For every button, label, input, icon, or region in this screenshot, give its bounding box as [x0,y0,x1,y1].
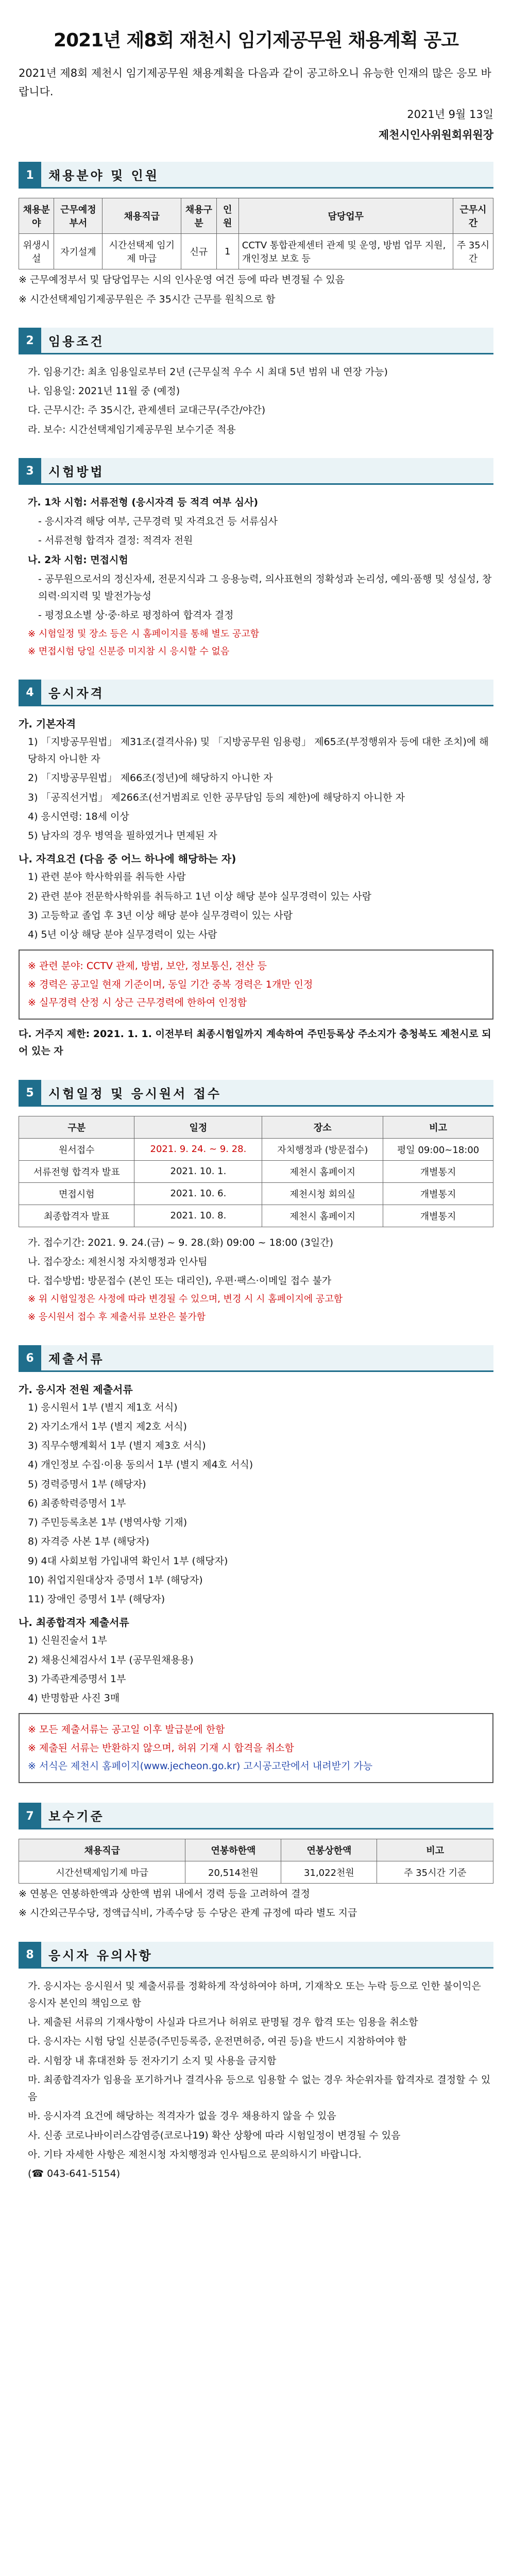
section-title: 시험방법 [41,458,493,485]
contact-phone: (☎ 043-641-5154) [28,2168,121,2179]
list-item: 1) 「지방공무원법」 제31조(결격사유) 및 「지방공무원 임용령」 제65조(부정행위자 등에 대한 조치)에 해당하지 아니한 자 [28,736,489,765]
table-cell: 2021. 10. 1. [134,1160,262,1182]
table-row [19,234,493,269]
note: ※ 위 시험일정은 사정에 따라 변경될 수 있으며, 변경 시 시 홈페이지에 공고함 [28,1294,343,1305]
list-item: - 서류전형 합격자 결정: 적격자 전원 [38,535,193,547]
list-item: 3) 「공직선거법」 제266조(선거범죄로 인한 공무담임 등의 제한)에 해당하지 아니한 자 [28,791,405,803]
table-header: 비고 [377,1839,493,1861]
list-item: 4) 반명함판 사진 3매 [28,1692,120,1704]
section-recruit [19,162,493,189]
table-header: 담당업무 [238,198,453,234]
list-item: 나. 2차 시험: 면접시험 [28,554,128,566]
table-cell: 원서접수 [19,1138,134,1160]
announce-date: 2021년 9월 13일 [407,108,493,121]
table-cell: 자기설계 [54,234,103,269]
section-cautions [19,1942,493,1969]
section-schedule [19,1080,493,1107]
section-title: 보수기준 [41,1803,493,1829]
subheading: 가. 응시자 전원 제출서류 [19,1383,133,1396]
list-item: 라. 보수: 시간선택제임기제공무원 보수기준 적용 [28,423,236,435]
note: ※ 경력은 공고일 현재 기준이며, 동일 기간 중복 경력은 1개만 인정 [28,978,313,990]
list-item: 나. 임용일: 2021년 11월 중 (예정) [28,385,180,397]
list-item: 다. 접수방법: 방문접수 (본인 또는 대리인), 우편·팩스·이메일 접수 불가 [28,1275,332,1287]
section-number: 1 [19,162,41,189]
table-cell: 개별통지 [383,1182,493,1205]
table-header: 구분 [19,1116,134,1138]
list-item: 4) 5년 이상 해당 분야 실무경력이 있는 사람 [28,929,217,941]
table-cell: 최종합격자 발표 [19,1205,134,1227]
section-title: 임용조건 [41,328,493,354]
note: ※ 제출된 서류는 반환하지 않으며, 허위 기재 시 합격을 취소함 [28,1742,294,1754]
note: ※ 실무경력 산정 시 상근 근무경력에 한하여 인정함 [28,996,247,1008]
table-cell: 31,022천원 [281,1861,377,1884]
list-item: 라. 시험장 내 휴대전화 등 전자기기 소지 및 사용을 금지함 [28,2055,277,2066]
note: ※ 시간외근무수당, 정액급식비, 가족수당 등 수당은 관계 규정에 따라 별도 지급 [19,1907,357,1919]
issuing-org: 제천시인사위원회위원장 [378,129,493,142]
list-item: 1) 관련 분야 학사학위를 취득한 사람 [28,871,186,883]
table-header: 근무시간 [453,198,493,234]
subheading: 가. 기본자격 [19,717,76,730]
table-header-row [19,198,493,234]
table-row [19,1160,493,1182]
note: ※ 관련 분야: CCTV 관제, 방범, 보안, 정보통신, 전산 등 [28,960,267,972]
note: ※ 연봉은 연봉하한액과 상한액 범위 내에서 경력 등을 고려하여 결정 [19,1888,310,1900]
recruit-table [19,198,493,269]
section-exam [19,458,493,485]
table-cell: 자치행정과 (방문접수) [262,1138,383,1160]
table-cell: 시간선택제임기제 마급 [19,1861,185,1884]
section-title: 채용분야 및 인원 [41,162,493,189]
section-number: 4 [19,680,41,706]
list-item: 가. 접수기간: 2021. 9. 24.(금) ~ 9. 28.(화) 09:00 ~ 18:00 (3일간) [28,1236,334,1248]
list-item: 9) 4대 사회보험 가입내역 확인서 1부 (해당자) [28,1555,228,1567]
list-item: 7) 주민등록초본 1부 (병역사항 기재) [28,1517,187,1528]
list-item: 8) 자격증 사본 1부 (해당자) [28,1536,149,1548]
notice-box [19,950,493,1020]
table-row [19,1182,493,1205]
list-item: 바. 응시자격 요건에 해당하는 적격자가 없을 경우 채용하지 않을 수 있음 [28,2110,336,2122]
section-eligibility [19,680,493,706]
list-item: 가. 임용기간: 최초 임용일로부터 2년 (근무실적 우수 시 최대 5년 범위 내 연장 가능) [28,366,388,378]
list-item: 다. 응시자는 시험 당일 신분증(주민등록증, 운전면허증, 여권 등)을 반드시 지참하여야 함 [28,2036,407,2047]
table-header: 일정 [134,1116,262,1138]
list-item: 아. 기타 자세한 사항은 제천시청 자치행정과 인사팀으로 문의하시기 바랍니다. [28,2148,362,2160]
table-cell: 서류전형 합격자 발표 [19,1160,134,1182]
table-header: 채용구분 [181,198,216,234]
salary-table [19,1839,493,1884]
section-title: 시험일정 및 응시원서 접수 [41,1080,493,1107]
table-row [19,1861,493,1884]
note: ※ 시험일정 및 장소 등은 시 홈페이지를 통해 별도 공고함 [28,628,260,639]
table-cell: 주 35시간 [453,234,493,269]
table-cell: 시간선택제 임기제 마급 [103,234,181,269]
list-item: 10) 취업지원대상자 증명서 1부 (해당자) [28,1574,203,1586]
list-item: - 평정요소별 상·중·하로 평정하여 합격자 결정 [38,609,234,621]
table-header: 인원 [216,198,238,234]
table-header: 장소 [262,1116,383,1138]
list-item: 4) 개인정보 수집·이용 동의서 1부 (별지 제4호 서식) [28,1459,253,1471]
list-item: 1) 응시원서 1부 (별지 제1호 서식) [28,1401,178,1413]
table-cell: 제천시청 회의실 [262,1182,383,1205]
section-number: 2 [19,328,41,354]
list-item: 3) 가족관계증명서 1부 [28,1673,126,1685]
list-item: 4) 응시연령: 18세 이상 [28,810,129,822]
section-documents [19,1345,493,1372]
list-item: 2) 관련 분야 전문학사학위를 취득하고 1년 이상 해당 분야 실무경력이 있는 사람 [28,890,371,902]
list-item: - 공무원으로서의 정신자세, 전문지식과 그 응용능력, 의사표현의 정확성과 논리성, 예의·품행 및 성실성, 창의력·의지력 및 발전가능성 [38,573,492,602]
table-header-row [19,1839,493,1861]
table-cell: 개별통지 [383,1160,493,1182]
list-item: 6) 최종학력증명서 1부 [28,1497,126,1509]
table-cell: 평일 09:00~18:00 [383,1138,493,1160]
table-header: 근무예정부서 [54,198,103,234]
table-header: 연봉하한액 [185,1839,281,1861]
list-item: 사. 신종 코로나바이러스감염증(코로나19) 확산 상황에 따라 시험일정이 변경될 수 있음 [28,2129,401,2141]
list-item: 마. 최종합격자가 임용을 포기하거나 결격사유 등으로 임용할 수 없는 경우 차순위자를 합격자로 결정할 수 있음 [28,2074,491,2103]
list-item: 1) 신원진술서 1부 [28,1635,107,1647]
table-cell: 2021. 9. 24. ~ 9. 28. [134,1138,262,1160]
table-header: 채용직급 [103,198,181,234]
table-header: 연봉상한액 [281,1839,377,1861]
note: ※ 근무예정부서 및 담당업무는 시의 인사운영 여건 등에 따라 변경될 수 있음 [19,274,345,286]
table-cell: 면접시험 [19,1182,134,1205]
table-header: 채용분야 [19,198,54,234]
subheading: 나. 자격요건 (다음 중 어느 하나에 해당하는 자) [19,853,236,866]
section-title: 응시자 유의사항 [41,1942,493,1969]
list-item: 가. 1차 시험: 서류전형 (응시자격 등 적격 여부 심사) [28,496,259,508]
table-header: 채용직급 [19,1839,185,1861]
list-item: 2) 자기소개서 1부 (별지 제2호 서식) [28,1420,187,1432]
section-title: 응시자격 [41,680,493,706]
section-number: 3 [19,458,41,485]
section-title: 제출서류 [41,1345,493,1372]
table-cell: 제천시 홈페이지 [262,1205,383,1227]
list-item: 가. 응시자는 응시원서 및 제출서류를 정확하게 작성하여야 하며, 기재착오 또는 누락 등으로 인한 불이익은 응시자 본인의 책임으로 함 [28,1980,481,2009]
list-item: 나. 접수장소: 제천시청 자치행정과 인사팀 [28,1256,208,1267]
list-item: 3) 고등학교 졸업 후 3년 이상 해당 분야 실무경력이 있는 사람 [28,909,293,921]
list-item: 11) 장애인 증명서 1부 (해당자) [28,1594,165,1605]
list-item: 나. 제출된 서류의 기재사항이 사실과 다르거나 허위로 판명될 경우 합격 또는 임용을 취소함 [28,2016,418,2028]
list-item: 다. 근무시간: 주 35시간, 관제센터 교대근무(주간/야간) [28,404,266,416]
list-item: 3) 직무수행계획서 1부 (별지 제3호 서식) [28,1440,206,1451]
table-row [19,1205,493,1227]
table-cell: CCTV 통합관제센터 관제 및 운영, 방범 업무 지원, 개인정보 보호 등 [238,234,453,269]
table-cell: 20,514천원 [185,1861,281,1884]
note: ※ 서식은 제천시 홈페이지(www.jecheon.go.kr) 고시공고란에서 내려받기 가능 [28,1760,373,1772]
notice-box [19,1713,493,1783]
section-number: 8 [19,1942,41,1969]
note: ※ 시간선택제임기제공무원은 주 35시간 근무를 원칙으로 함 [19,293,276,305]
note: ※ 응시원서 접수 후 제출서류 보완은 불가함 [28,1311,206,1323]
table-row [19,1138,493,1160]
subheading: 나. 최종합격자 제출서류 [19,1616,129,1629]
table-cell: 신규 [181,234,216,269]
residence-requirement: 다. 거주지 제한: 2021. 1. 1. 이전부터 최종시험일까지 계속하여 주민등록상 주소지가 충청북도 제천시로 되어 있는 자 [19,1028,491,1057]
section-conditions [19,328,493,354]
section-salary [19,1803,493,1829]
schedule-table [19,1116,493,1227]
section-number: 6 [19,1345,41,1372]
intro-text: 2021년 제8회 제천시 임기제공무원 채용계획을 다음과 같이 공고하오니 유능한 인재의 많은 응모 바랍니다. [19,67,491,98]
table-cell: 2021. 10. 6. [134,1182,262,1205]
table-header: 비고 [383,1116,493,1138]
table-cell: 개별통지 [383,1205,493,1227]
list-item: - 응시자격 해당 여부, 근무경력 및 자격요건 등 서류심사 [38,516,278,528]
list-item: 2) 채용신체검사서 1부 (공무원채용용) [28,1654,194,1666]
list-item: 2) 「지방공무원법」 제66조(정년)에 해당하지 아니한 자 [28,772,273,784]
note: ※ 모든 제출서류는 공고일 이후 발급분에 한함 [28,1724,225,1736]
list-item: 5) 경력증명서 1부 (해당자) [28,1478,146,1490]
table-header-row [19,1116,493,1138]
note: ※ 면접시험 당일 신분증 미지참 시 응시할 수 없음 [28,646,230,657]
page-title: 2021년 제8회 재천시 임기제공무원 채용계획 공고 [54,30,458,51]
table-cell: 2021. 10. 8. [134,1205,262,1227]
table-cell: 1 [216,234,238,269]
list-item: 5) 남자의 경우 병역을 필하였거나 면제된 자 [28,830,217,842]
table-cell: 제천시 홈페이지 [262,1160,383,1182]
table-cell: 주 35시간 기준 [377,1861,493,1884]
section-number: 7 [19,1803,41,1829]
table-cell: 위생시설 [19,234,54,269]
section-number: 5 [19,1080,41,1107]
